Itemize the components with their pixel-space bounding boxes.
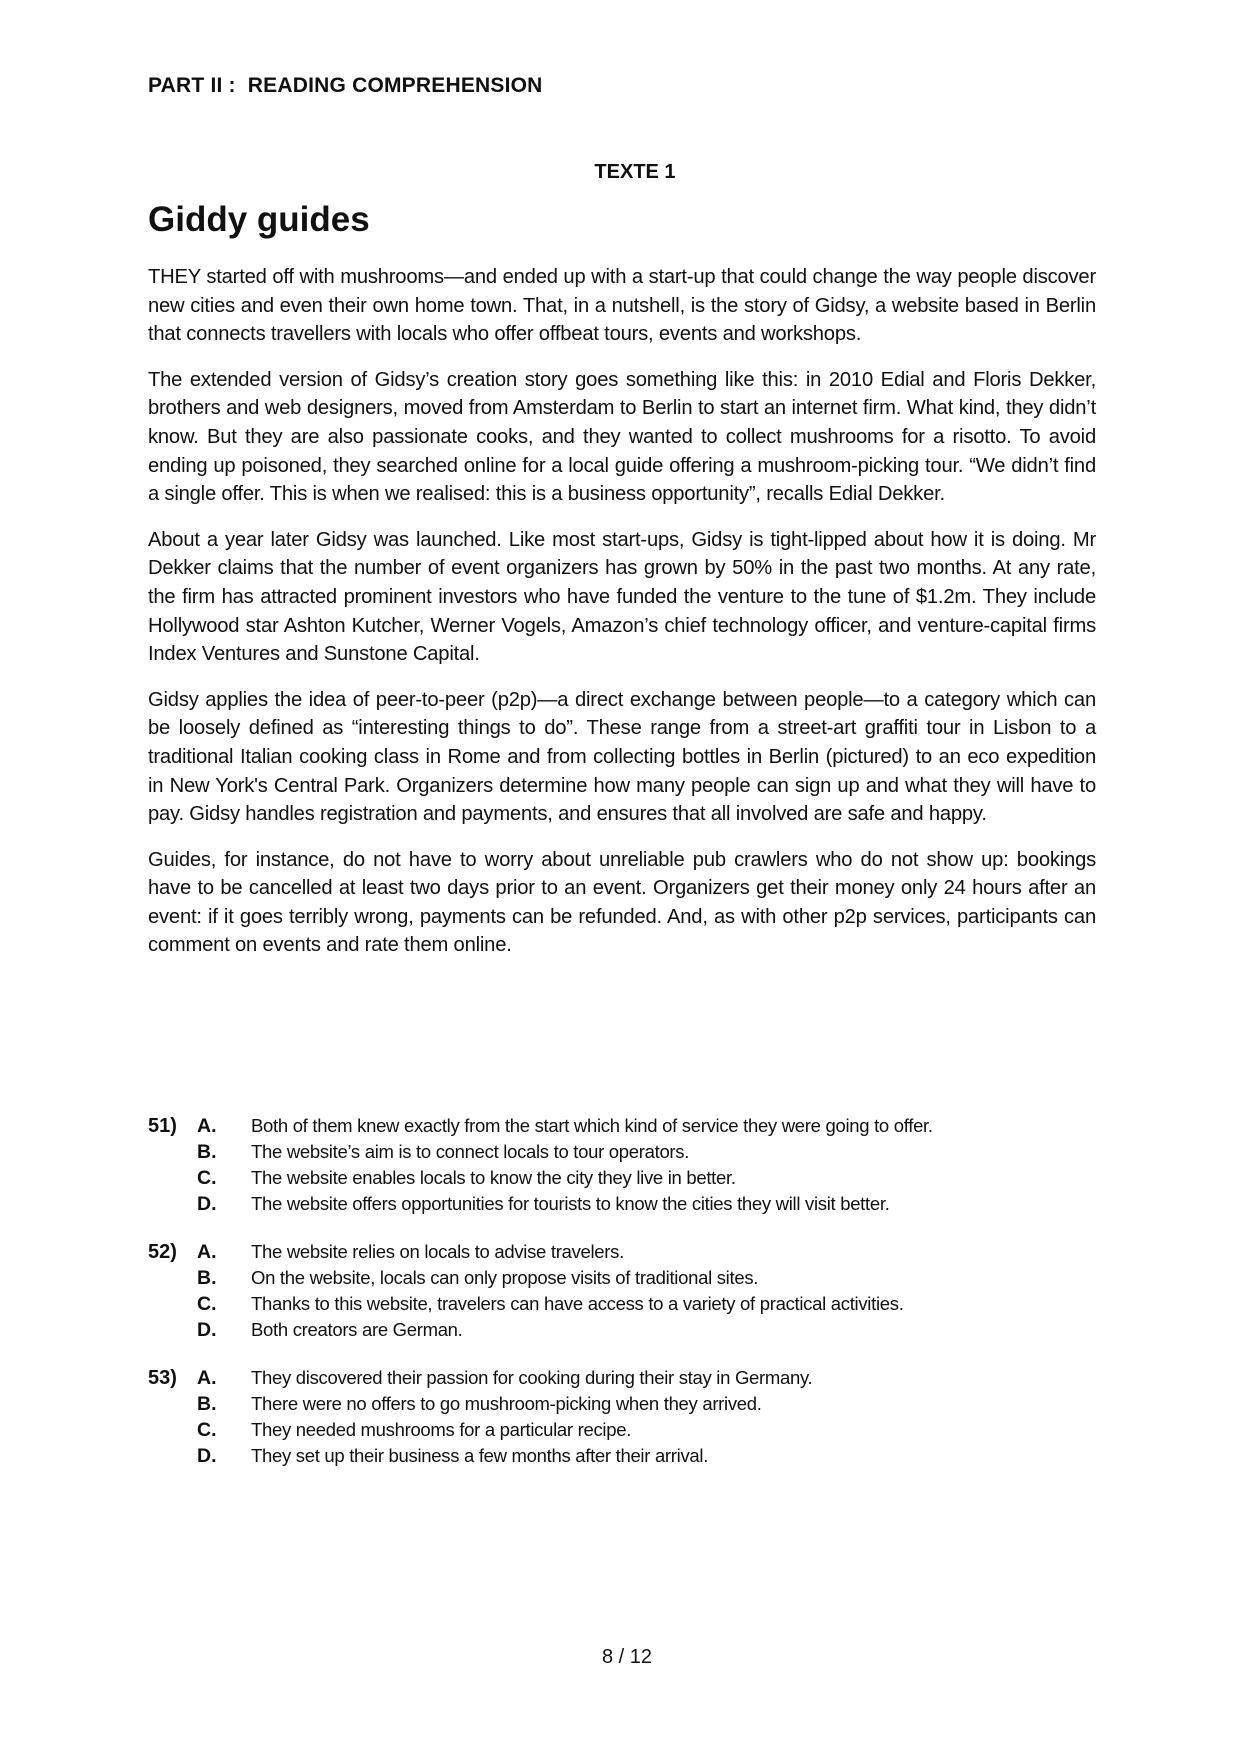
article-body [148,263,1096,977]
option-letter: A. [197,1115,217,1137]
question-option [148,1113,1108,1139]
question-option [148,1291,1108,1317]
article-paragraph: Guides, for instance, do not have to worry about unreliable pub crawlers who do not show up: bookings have to be cancelled at least two days prior to an event. Organizers get their money only 24 hours after an event: if it goes terribly wrong, payments can be refunded. And, as with other p2p services, participants can comment on events and rate them online. [148,848,1096,957]
article-paragraph: THEY started off with mushrooms—and ended up with a start-up that could change the way people discover new cities and even their own home town. That, in a nutshell, is the story of Gidsy, a website based in Berlin that connects travellers with locals who offer offbeat tours, events and workshops. [148,266,1096,346]
question-option [148,1265,1108,1291]
question-option [148,1317,1108,1343]
question-51 [148,1113,1108,1217]
article-paragraph: Gidsy applies the idea of peer-to-peer (p2p)—a direct exchange between people—to a category which can be loosely defined as “interesting things to do”. These range from a street-art graffiti tour in Lisbon to a traditional Italian cooking class in Rome and from collecting bottles in Berlin (pictured) to an eco expedition in New York's Central Park. Organizers determine how many people can sign up and what they will have to pay. Gidsy handles registration and payments, and ensures that all involved are safe and happy. [148,688,1096,826]
option-text: They set up their business a few months after their arrival. [251,1445,709,1466]
option-letter: C. [197,1167,217,1189]
option-letter: B. [197,1141,217,1163]
question-option [148,1139,1108,1165]
question-option [148,1165,1108,1191]
option-text: They needed mushrooms for a particular recipe. [251,1419,632,1440]
option-text: The website relies on locals to advise travelers. [251,1241,624,1262]
question-option [148,1443,1108,1469]
option-text: The website enables locals to know the city they live in better. [251,1167,736,1188]
question-option [148,1239,1108,1265]
option-letter: D. [197,1319,217,1341]
option-text: They discovered their passion for cooking during their stay in Germany. [251,1367,813,1388]
option-letter: C. [197,1293,217,1315]
question-52 [148,1239,1108,1343]
question-option [148,1391,1108,1417]
question-number: 52) [148,1241,177,1263]
question-option [148,1365,1108,1391]
option-text: Thanks to this website, travelers can have access to a variety of practical activities. [251,1293,904,1314]
option-text: There were no offers to go mushroom-picking when they arrived. [251,1393,762,1414]
question-option [148,1191,1108,1217]
option-letter: D. [197,1445,217,1467]
option-text: Both of them knew exactly from the start which kind of service they were going to offer. [251,1115,933,1136]
question-option [148,1417,1108,1443]
option-text: The website’s aim is to connect locals to tour operators. [251,1141,690,1162]
question-list [148,1113,1108,1491]
option-text: Both creators are German. [251,1319,463,1340]
text-label: TEXTE 1 [594,161,676,183]
option-letter: B. [197,1267,217,1289]
option-letter: A. [197,1241,217,1263]
option-text: The website offers opportunities for tourists to know the cities they will visit better. [251,1193,890,1214]
article-paragraph: About a year later Gidsy was launched. Like most start-ups, Gidsy is tight-lipped about how it is doing. Mr Dekker claims that the number of event organizers has grown by 50% in the past two months. At any rate, the firm has attracted prominent investors who have funded the venture to the tune of $1.2m. They include Hollywood star Ashton Kutcher, Werner Vogels, Amazon’s chief technology officer, and venture-capital firms Index Ventures and Sunstone Capital. [148,528,1096,666]
question-number: 51) [148,1115,177,1137]
option-letter: A. [197,1367,217,1389]
page-number: 8 / 12 [601,1646,653,1668]
question-number: 53) [148,1367,177,1389]
article-paragraph: The extended version of Gidsy’s creation story goes something like this: in 2010 Edial and Floris Dekker, brothers and web designers, moved from Amsterdam to Berlin to start an internet firm. What kind, they didn’t know. But they are also passionate cooks, and they wanted to collect mushrooms for a risotto. To avoid ending up poisoned, they searched online for a local guide offering a mushroom-picking tour. “We didn’t find a single offer. This is when we realised: this is a business opportunity”, recalls Edial Dekker. [148,368,1096,506]
part-title: PART II : READING COMPREHENSION [148,74,543,97]
option-letter: D. [197,1193,217,1215]
article-title: Giddy guides [148,200,370,239]
option-letter: B. [197,1393,217,1415]
option-text: On the website, locals can only propose visits of traditional sites. [251,1267,759,1288]
question-53 [148,1365,1108,1469]
option-letter: C. [197,1419,217,1441]
